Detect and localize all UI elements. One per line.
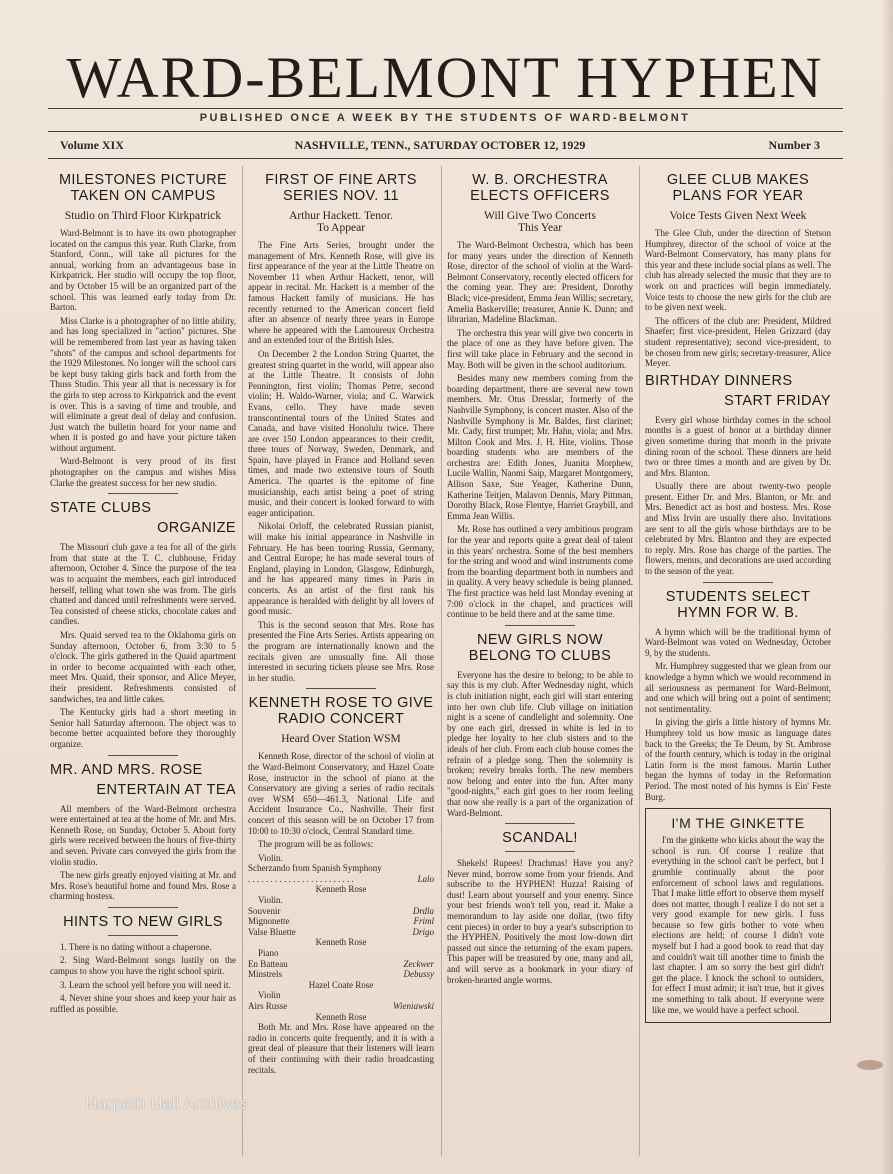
column-4 [645,168,831,1158]
paragraph: The new girls greatly enjoyed visiting at Mr. and Mrs. Rose's beautiful home and found Mrs. Rose a charming hostess. [50,870,236,902]
archive-watermark: Harpeth Hall Archives [85,1094,249,1113]
paragraph: Both Mr. and Mrs. Rose have appeared on the radio in concerts quite frequently, and it is with a great deal of pleasure that their listeners will learn of their continuing with their radio broadcasting recitals. [248,1022,434,1075]
paragraph: The Ward-Belmont Orchestra, which has been for many years under the direction of Kenneth Rose, director of the school of violin at the Ward-Belmont Conservatory, recently elected officers for the coming year. They are: President, Dorothy Black; vice-president, Emma Jean Willis; secretary, Amelia Baskerville; treasurer, Annie K. Dunn; and librarian, Madeline Blackman. [447,240,633,325]
subheadline: Voice Tests Given Next Week [669,210,807,222]
program-row: . . . . . . . . . . . . . . . . . . . . . . . . Lalo [248,873,434,884]
headline: STATE CLUBS [50,500,152,517]
headline: STUDENTS SELECT HYMN FOR W. B. [665,588,811,621]
divider [703,582,773,583]
divider [505,823,575,824]
paragraph: The officers of the club are: President, Mildred Shaefer; first vice-president, Helen Grizzard (day student representative); second vice-president, to be chosen from new girls; secretary-treasurer, Alice Meyer. [645,315,831,369]
paragraph: The orchestra this year will give two concerts in the place of one as they have before given. The first will take place in February and the second in May. Both will be given in the school auditorium. [447,327,633,370]
program-performer: Hazel Coate Rose [308,979,374,990]
column-3 [447,168,633,1158]
subheadline-line-2: To Appear [316,222,366,234]
divider [108,935,178,936]
column-divider [441,166,442,1156]
program-composer: Drigo [412,926,434,937]
paper-edge-shadow [881,0,893,1174]
paragraph: The Fine Arts Series, brought under the management of Mrs. Kenneth Rose, will give its first appearance of the year at the Little Theatre on November 11 when Arthur Hackett, tenor, will appear in recital. Mr. Hackett is a member of the famous Hackett family of musicians. He has recently returned to the American concert field after an absence of nearly three years in Europe where he appeared with the Lamoureux Orchestra and an extended tour of the British Isles. [248,240,434,346]
headline-line-2: START FRIDAY [724,392,831,409]
article-new-girls-clubs [447,632,633,818]
column-divider [242,166,243,1156]
paragraph: Besides many new members coming from the boarding department, there are several new town members. Mr. Otus Dresslar, formerly of the Nashville Symphony, is concert master. Also of the Nashville Symphony is Mr. Baldes, first clarinet; Mr. Cady, first trumpet; Mr. Hahn, viola; and Mrs. Milton Cook and Mrs. J. H. Hite, violins. Those boarding students who are members of the orchestra are: Edith Jones, Juanita Morphew, Lucile Wallin, Naomi Saip, Margaret Montgomery, Allison Saxe, Sue Yeager, Katherine Dunn, Katherine Teitjen, Malavon Dennis, Mary Pittman, Dorothy Black, Rose Flentye, Harriet Graybill, and Emma Jean Willis. [447,373,633,521]
paper-stain [857,1060,883,1070]
date-label: NASHVILLE, TENN., SATURDAY OCTOBER 12, 1929 [294,138,586,152]
headline-line-2: ENTERTAIN AT TEA [96,781,236,798]
paragraph: Mrs. Quaid served tea to the Oklahoma girls on Sunday afternoon, October 6, from 3:30 to 5 o'clock. The girls gathered in the Quaid apartment in order to become acquainted with each other, meet Mrs. Quaid, their sponsor, and Alice Meyer, their president. Refreshments consisted of sandwiches, tea and little cakes. [50,630,236,704]
paragraph: Mr. Humphrey suggested that we glean from our knowledge a hymn which we would recommend in all seriousness as permanent for Ward-Belmont, and one which will bring out a point of sentiment; not sentimentality. [645,661,831,714]
paragraph: A hymn which will be the traditional hymn of Ward-Belmont was voted on Wednesday, October 9, by the students. [645,626,831,658]
paragraph: The Missouri club gave a tea for all of the girls from that state at the T. C. clubhouse, Friday afternoon, October 4. Since the purpose of the tea was to acquaint the members, each girl introduced herself, telling what town she was from. The girls chatted and danced until refreshments were served. Tea consisted of cheese sticks, chocolate cakes and candies. [50,542,236,627]
headline: KENNETH ROSE TO GIVE RADIO CONCERT [248,695,434,728]
article-rose-tea [50,762,236,902]
masthead-rule-middle [48,131,843,132]
program-composer: Lalo [417,873,434,884]
paragraph: Every girl whose birthday comes in the school months is a guest of honor at a birthday dinner given sometime during that month in the private dining room of the school. These dinners are held two or three times a month and are given by Dr. and Mrs. Blanton. [645,414,831,478]
program-composer: Drdla [412,905,434,916]
paragraph: In giving the girls a little history of hymns Mr. Humphrey told us how music as language dates back to the Greeks; the Te Deum, by St. Ambrose of the fourth century, which is today in the original Latin form is the most famous. Martin Luther began the hymns of today in the Reformation Period. The most noted of his hymns is Ein' Feste Burg. [645,717,831,802]
program-piece: Minstrels [248,969,283,980]
paragraph: Miss Clarke is a photographer of no little ability, and has long specialized in "action" pictures. She will be remembered from last year as having taken "shots" of the campus and school departments for the 1929 Milestones. No longer will the school cars be kept busy taking girls back and forth from the Thuss Studio. This year all that is necessary is for the girls to step across to Kirkpatrick and the event is over. This is a saving of time and trouble, and will eliminate a great deal of delay and confusion. Just watch the bulletin board for your name and when it is posted go and have your picture taken without argument. [50,315,236,453]
headline: NEW GIRLS NOW BELONG TO CLUBS [468,631,612,664]
paragraph: Shekels! Rupees! Drachmas! Have you any? Never mind, borrow some from your friends. And subscribe to the HYPHEN! Huzza! Raising of dust! Learn about yourself and your enemy. Since your best friends won't tell you, read it. Make a memorandum to lay aside one dollar, (two fifty cent pieces) in order to buy a year's subscription to the HYPHEN. Positively the most low-down dirt passed out since the returning of the exam papers. This paper will be treasured by one, many and all, and will serve as a bookmark in your diary of broken-hearted angle worms. [447,858,633,985]
paragraph: 3. Learn the school yell before you will need it. [60,979,231,990]
program-composer: Wieniawski [393,1001,434,1011]
headline: BIRTHDAY DINNERS [645,372,793,389]
article-birthday-dinners [645,373,831,577]
headline: I'M THE GINKETTE [671,815,805,832]
paragraph: Kenneth Rose, director of the school of violin at the Ward-Belmont Conservatory, and Hazel Coate Rose, instructor in the school of piano at the Conservatory are giving a series of radio recitals over WSM 650—461.3, National Life and Accident Insurance Co., Nashville. Their first concert of this season will be on October 17 from 10:00 to 10:30 o'clock, Central Standard time. [248,751,434,836]
subheadline: Studio on Third Floor Kirkpatrick [64,210,222,222]
paragraph: The Kentucky girls had a short meeting in Senior hall Saturday afternoon. The object was to become better acquainted before they thoroughly organize. [50,707,236,749]
paragraph: Ward-Belmont is very proud of its first photographer on the campus and wishes Miss Clarke the greatest success for her new studio. [50,456,236,488]
program-row [248,1001,434,1012]
subheadline: Heard Over Station WSM [281,733,401,746]
program-performer: Kenneth Rose [315,937,367,948]
divider [108,907,178,908]
masthead-rule-bottom [48,158,843,159]
article-milestones [50,172,236,488]
program-performer: Kenneth Rose [315,1011,367,1022]
article-glee-club [645,172,831,369]
column-1 [50,168,236,1158]
program-piece: Scherzando from Spanish Symphony [248,863,382,874]
program-composer: Friml [413,916,434,927]
program-piece: Airs Russe [248,1001,288,1011]
headline-line-2: ORGANIZE [157,520,236,537]
article-orchestra [447,172,633,620]
program-row [248,906,434,917]
article-hymn [645,589,831,803]
program-row [248,916,434,927]
concert-program [248,853,434,1023]
paragraph: 2. Sing Ward-Belmont songs lustily on the campus to show you have the right school spirit. [50,955,236,977]
program-row [248,969,434,980]
divider [505,625,575,626]
article-state-clubs [50,500,236,749]
divider [505,851,575,852]
article-radio-concert [248,695,434,1075]
program-piece: Souvenir [248,905,281,916]
program-instrument: Violin [258,990,281,1001]
article-scandal [447,830,633,985]
divider [108,493,178,494]
divider [108,755,178,756]
program-row [248,959,434,970]
program-instrument: Piano [258,948,279,959]
program-composer: Zeckwer [403,958,434,969]
paragraph: 1. There is no dating without a chaperone. [60,941,212,952]
paragraph: Everyone has the desire to belong; to be able to say this is my club. After Wednesday night, which is club initiation night, each girl will start entering into her own club life. Club village on initiation night is a scene of candlelight and solemnity. One by one each girl, dressed in white is led in to pledge her loyalty to her club sisters and to the ideals of her club. From each club house comes the refrain of a pledge song. Then the solemnity is broken; revelry breaks forth. The new members now belong and enter into the fun. After many "good-nights," each girl goes to her room feeling that now she really is a part of the organization of Ward-Belmont. [447,669,633,818]
paragraph: Ward-Belmont is to have its own photographer located on the campus this year. Ruth Clarke, from Stanford, Conn., will take all pictures for the annual, working from an advantageous base in Kirkpatrick. Her studio will occupy the top floor, and by October 15 will be an organized part of the school. This was learned early today from Dr. Barton. [50,228,236,313]
headline: SCANDAL! [502,830,578,847]
program-piece: Valse Bluette [248,926,296,937]
headline: FIRST OF FINE ARTS SERIES NOV. 11 [265,172,417,204]
paragraph: Mr. Rose has outlined a very ambitious program for the year and reports quite a great deal of talent in this years' orchestra. Some of the best members for the string and wood and wind instruments come from the boarding department both in numbers and in quality. A very heavy schedule is being planned. The first practice was held last Monday evening at 7:00 o'clock in the chapel, and practices will continue to be held there and at the same time. [447,524,633,620]
headline: MR. AND MRS. ROSE [50,761,203,778]
column-divider [639,166,640,1156]
paragraph: On December 2 the London String Quartet, the greatest string quartet in the world, will appear also at the Little Theatre. It consists of John Pennington, first violin; Thomas Petre, second violin; H. Waldo-Warner, viola; and C. Warwick Evans, cello. They have made seven transcontinental tours of the United States and Canada, and have visited Honolulu twice. There are over 150 London appearances to their credit, three tours of Norway, Sweden, Denmark, and Spain, have played in France and Holland seven times, and made two extensive tours of South America. The quartet is the epitome of fine musicianship, each artist being a poet of string music, and their concert is looked forward to with eager anticipation. [248,348,434,518]
subheadline: Will Give Two Concerts [484,210,596,222]
program-instrument: Violin. [258,895,283,906]
program-composer: Debussy [403,969,434,980]
subheadline-line-2: This Year [517,222,563,234]
program-row [248,927,434,938]
column-2 [248,168,434,1158]
paragraph: Usually there are about twenty-two people present. Either Dr. and Mrs. Blanton, or Mr. and Mrs. Benedict act as host and hostess. Mrs. Rose and Miss Irvin are usually there also. Invitations are sent to all the girls whose birthdays are to be celebrated by Mrs. Blanton and they are expected to reply. Mrs. Rose has charge of the parties. The flowers, menus, and decorations are used according to the season of the year. [645,481,831,577]
paragraph: Nikolai Orloff, the celebrated Russian pianist, will make his initial appearance in Nashville in February. He has been touring Russia, Germany, and Central Europe; he has made several tours of England, playing in London, Glasgow, Edinburgh, and he has appeared many times in Paris in concerts. As an artist of the first rank his appearance is heralded with delight by all lovers of good music. [248,521,434,617]
paragraph: The Glee Club, under the direction of Stetson Humphrey, director of the school of voice at the Ward-Belmont Conservatory, has many plans for this year and these include social plans as well. The club has already selected the music that they are to work on and practices will begin immediately. Voice tests to choose the new girls for the club are to be given next week. [645,228,831,313]
masthead-rule-top [48,108,843,109]
paragraph: This is the second season that Mrs. Rose has presented the Fine Arts Series. Artists appearing on the program are internationally known and the recitals given are unusually fine. All those interested in securing tickets please see Mrs. Rose in her studio. [248,619,434,683]
headline: GLEE CLUB MAKES PLANS FOR YEAR [666,172,810,204]
headline: HINTS TO NEW GIRLS [63,913,223,930]
paragraph: All members of the Ward-Belmont orchestra were entertained at tea at the home of Mr. and Mrs. Kenneth Rose, on Sunday, October 5. About forty girls were received between the hours of five-thirty and seven. Private cars conveyed the girls from the violin studio. [50,803,236,867]
number-label: Number 3 [768,138,820,152]
program-performer: Kenneth Rose [315,884,367,895]
program-piece: En Batteau [248,958,288,969]
program-instrument: Violin. [258,852,283,863]
subheadline: Arthur Hackett. Tenor. [289,210,393,222]
paragraph: 4. Never shine your shoes and keep your hair as ruffled as possible. [50,993,236,1014]
masthead-title: WARD-BELMONT HYPHEN [66,45,824,110]
program-piece: Mignonette [248,916,290,927]
article-hints [50,914,236,1015]
divider [306,688,376,689]
headline: MILESTONES PICTURE TAKEN ON CAMPUS [58,172,228,204]
paragraph: I'm the ginkette who kicks about the way the school is run. Of course I realize that everything in the school can't be perfect, but I grumble continually about the poor enforcement of school laws and regulations. That I make little effort to observe them myself does not matter, though I realize I do not set a very good example for new girls. I fuss because so few girls bother to vote when elections are held; of course I didn't vote myself but I had a good book to read that day and couldn't wait till another time to finish the last chapter. I am so sorry the best girl didn't get the place. I knock the school to outsiders, for effect I must admit; it isn't true, but it gives me something to talk about. If everyone were like me, we would have a perfect school. [652,835,824,1015]
headline: W. B. ORCHESTRA ELECTS OFFICERS [470,172,610,204]
article-ginkette-box [645,808,831,1023]
volume-label: Volume XIX [60,138,124,152]
paragraph: The program will be as follows: [258,839,374,850]
masthead-tagline: PUBLISHED ONCE A WEEK BY THE STUDENTS OF WARD-BELMONT [199,112,691,124]
article-fine-arts [248,172,434,683]
